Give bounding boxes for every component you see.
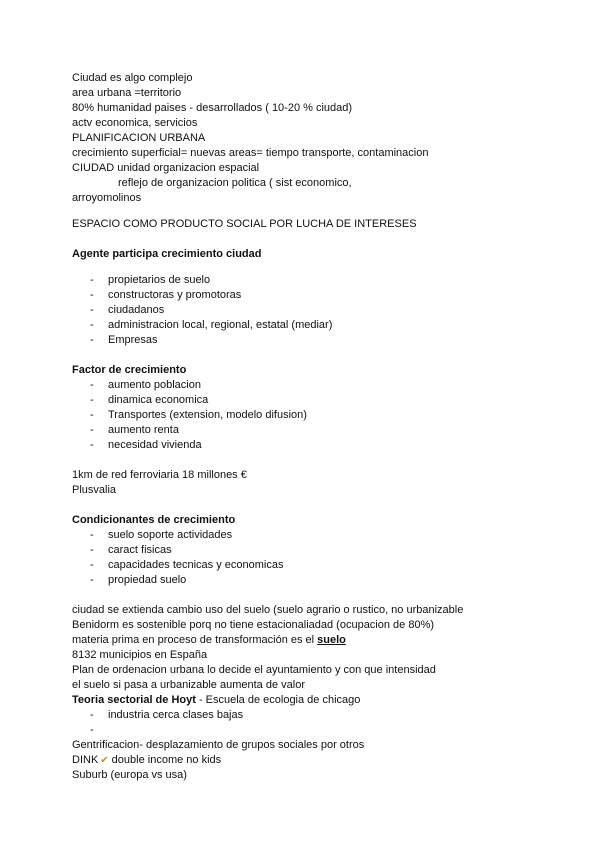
intro-line-7: CIUDAD unidad organizacion espacial bbox=[72, 162, 260, 174]
notas-line-4: 8132 municipios en España bbox=[72, 649, 208, 661]
intro-line-6: crecimiento superficial= nuevas areas= tiempo transporte, contaminacion bbox=[72, 147, 429, 159]
factor-list bbox=[72, 378, 542, 453]
hoyt-list bbox=[72, 708, 542, 738]
dash-mark: - bbox=[90, 319, 94, 331]
dink-line: DINK ✔ double income no kids bbox=[72, 754, 222, 766]
dash-mark: - bbox=[90, 709, 94, 721]
dash-mark: - bbox=[90, 394, 94, 406]
costes-line-1: 1km de red ferroviaria 18 millones € bbox=[72, 469, 247, 481]
list-item: - administracion local, regional, estatal (mediar) bbox=[90, 319, 333, 331]
notas-line-2: Benidorm es sostenible porq no tiene estacionaliadad (ocupacion de 80%) bbox=[72, 619, 435, 631]
list-item: - aumento poblacion bbox=[90, 379, 201, 391]
agentes-list bbox=[72, 273, 542, 348]
intro-line-4: actv economica, servicios bbox=[72, 117, 198, 129]
list-item: - industria cerca clases bajas bbox=[90, 709, 244, 721]
list-item: - dinamica economica bbox=[90, 394, 209, 406]
check-icon: ✔ bbox=[100, 755, 109, 766]
dash-mark: - bbox=[90, 379, 94, 391]
notas-line-5: Plan de ordenacion urbana lo decide el ayuntamiento y con que intensidad bbox=[72, 664, 436, 676]
list-item: - caract fisicas bbox=[90, 544, 172, 556]
dash-mark: - bbox=[90, 289, 94, 301]
list-item bbox=[72, 723, 542, 738]
list-item: - aumento renta bbox=[90, 424, 179, 436]
dash-mark: - bbox=[90, 409, 94, 421]
dash-mark: - bbox=[90, 334, 94, 346]
dash-mark: - bbox=[90, 544, 94, 556]
agentes-heading: Agente participa crecimiento ciudad bbox=[72, 248, 262, 260]
list-item: - capacidades tecnicas y economicas bbox=[90, 559, 284, 571]
intro-line-8: reflejo de organizacion politica ( sist economico, bbox=[118, 177, 352, 189]
factor-heading: Factor de crecimiento bbox=[72, 364, 187, 376]
dash-mark: - bbox=[90, 559, 94, 571]
dash-mark: - bbox=[90, 424, 94, 436]
dash-mark: - bbox=[90, 529, 94, 541]
notas-line-3: materia prima en proceso de transformación es el suelo bbox=[72, 634, 346, 646]
intro-line-2: area urbana =territorio bbox=[72, 87, 182, 99]
costes-line-2: Plusvalia bbox=[72, 484, 117, 496]
dash-mark: - bbox=[90, 724, 94, 736]
condicionantes-list bbox=[72, 528, 542, 588]
suelo-emphasis: suelo bbox=[317, 634, 346, 646]
list-item: - propietarios de suelo bbox=[90, 274, 211, 286]
list-item: - ciudadanos bbox=[90, 304, 165, 316]
intro-line-5: PLANIFICACION URBANA bbox=[72, 132, 206, 144]
list-item: - propiedad suelo bbox=[90, 574, 187, 586]
intro-line-9: arroyomolinos bbox=[72, 192, 142, 204]
suburb-line: Suburb (europa vs usa) bbox=[72, 769, 187, 781]
document-page bbox=[72, 71, 542, 783]
espacio-heading: ESPACIO COMO PRODUCTO SOCIAL POR LUCHA DE INTERESES bbox=[72, 218, 417, 230]
notas-line-1: ciudad se extienda cambio uso del suelo (suelo agrario o rustico, no urbanizable bbox=[72, 604, 464, 616]
dash-mark: - bbox=[90, 274, 94, 286]
list-item: - Transportes (extension, modelo difusion) bbox=[90, 409, 307, 421]
condicionantes-heading: Condicionantes de crecimiento bbox=[72, 514, 236, 526]
notas-line-6: el suelo si pasa a urbanizable aumenta de valor bbox=[72, 679, 305, 691]
gentrificacion-line: Gentrificacion- desplazamiento de grupos sociales por otros bbox=[72, 739, 365, 751]
list-item: - suelo soporte actividades bbox=[90, 529, 233, 541]
dash-mark: - bbox=[90, 439, 94, 451]
hoyt-heading: Teoria sectorial de Hoyt - Escuela de ecologia de chicago bbox=[72, 694, 361, 706]
dash-mark: - bbox=[90, 304, 94, 316]
intro-line-1: Ciudad es algo complejo bbox=[72, 72, 193, 84]
dash-mark: - bbox=[90, 574, 94, 586]
list-item: - constructoras y promotoras bbox=[90, 289, 242, 301]
list-item: - Empresas bbox=[90, 334, 158, 346]
list-item: - necesidad vivienda bbox=[90, 439, 202, 451]
intro-line-3: 80% humanidad paises - desarrollados ( 10-20 % ciudad) bbox=[72, 102, 353, 114]
